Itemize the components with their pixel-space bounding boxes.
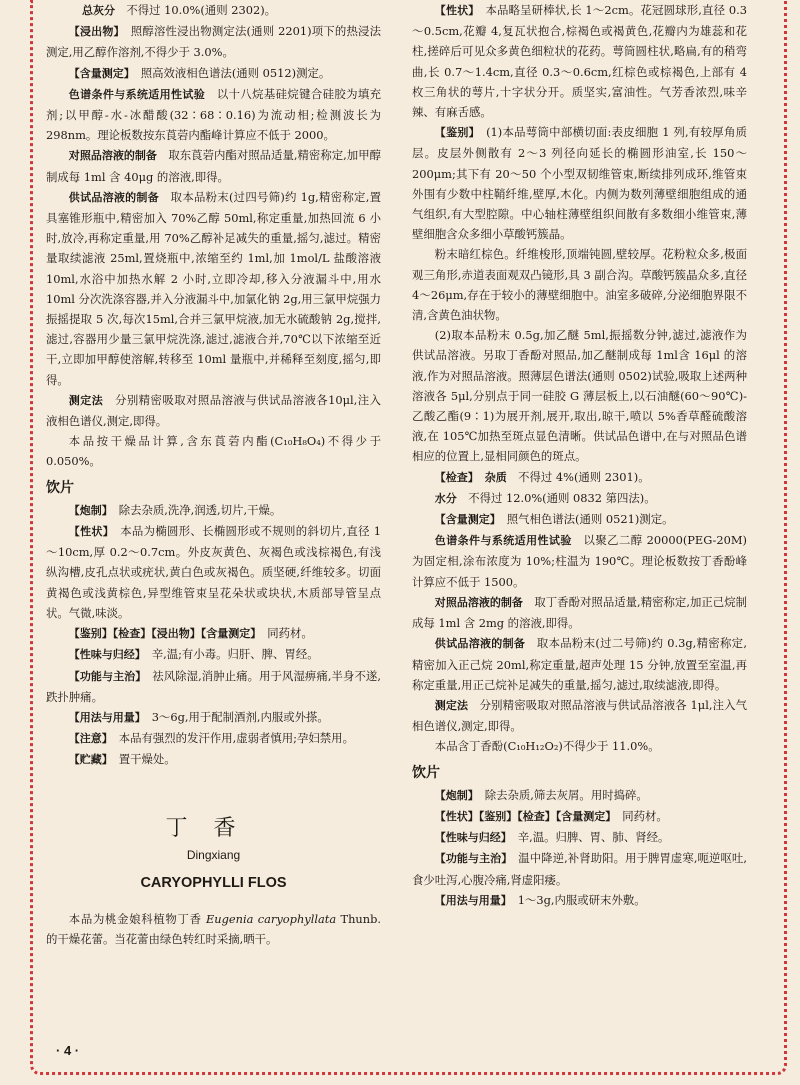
paragraph xyxy=(46,63,381,84)
paragraph xyxy=(46,644,381,665)
section-title-yinpian: 饮片 xyxy=(46,479,74,496)
item-text: 不得过 12.0%(通则 0832 第四法)。 xyxy=(456,490,656,505)
item-heading: 测定法 xyxy=(68,393,104,407)
section-heading: 【含量测定】 xyxy=(68,66,130,80)
item-text: 分别精密吸取对照品溶液与供试品溶液各 1μl,注入气相色谱仪,测定,即得。 xyxy=(412,697,747,734)
section-heading: 【含量测定】 xyxy=(434,513,496,527)
paragraph xyxy=(412,633,747,695)
section-heading: 【用法与用量】 xyxy=(434,893,507,907)
paragraph xyxy=(46,21,381,62)
item-text: 同药材。 xyxy=(610,808,668,823)
item-text: 1～3g,内服或研末外敷。 xyxy=(506,892,646,907)
item-text: 辛,温;有小毒。归肝、脾、胃经。 xyxy=(140,647,319,662)
item-heading: 对照品溶液的制备 xyxy=(68,149,157,163)
item-text: 不得过 10.0%(通则 2302)。 xyxy=(115,3,277,17)
section-heading: 【浸出物】 xyxy=(68,25,120,39)
item-text: 置干燥处。 xyxy=(107,752,176,767)
paragraph xyxy=(46,707,381,728)
monograph-title-pinyin: Dingxiang xyxy=(186,847,241,862)
paragraph xyxy=(412,509,747,530)
paragraph xyxy=(412,848,747,889)
item-heading: 测定法 xyxy=(434,698,469,712)
item-text: 照气相色谱法(通则 0521)测定。 xyxy=(495,512,674,527)
paragraph xyxy=(46,749,381,770)
paragraph xyxy=(412,592,747,633)
section-heading: 【功能与主治】 xyxy=(68,669,141,683)
monograph-title-latin: CARYOPHYLLI FLOS xyxy=(140,874,287,891)
section-heading: 【炮制】 xyxy=(434,788,474,802)
section-title-yinpian: 饮片 xyxy=(412,764,440,781)
paragraph xyxy=(46,390,381,431)
item-text: 本品为椭圆形、长椭圆形或不规则的斜切片,直径 1～10cm,厚 0.2～0.7cm。外皮灰黄色、灰褐色或浅棕褐色,有浅纵沟槽,皮孔点状或疣状,黄白色或灰褐色。质坚硬,纤维较多。切面黄褐色或浅黄棕色,异型维管束呈花朵状或块状,木质部导管呈点状。气微,味淡。 xyxy=(46,524,381,620)
item-text: 本品为桃金娘科植物丁香 xyxy=(68,912,206,927)
item-text: 本品有强烈的发汗作用,虚弱者慎用;孕妇禁用。 xyxy=(107,731,354,746)
paragraph: 本品按干燥品计算,含东莨菪内酯(C₁₀H₈O₄)不得少于 0.050%。 xyxy=(46,434,381,469)
paragraph: (2)取本品粉末 0.5g,加乙醚 5ml,振摇数分钟,滤过,滤液作为供试品溶液。另取丁香酚对照品,加乙醚制成每 1ml含 16μl 的溶液,作为对照品溶液。照薄层色谱法(通则 0502)试验,吸取上述两种溶液各 5μl,分别点于同一硅胶 G 薄层板上,以石油醚(60～90℃)-乙酸乙酯(9∶1)为展开剂,展开,取出,晾干,喷以 5%香草醛硫酸溶液,在 105℃加热至斑点显色清晰。供试品色谱中,在与对照品色谱相应的位置上,显相同颜色的斑点。 xyxy=(412,328,747,464)
section-heading: 【功能与主治】 xyxy=(434,852,507,866)
item-text: 除去杂质,洗净,润透,切片,干燥。 xyxy=(107,502,282,517)
item-text: 同药材。 xyxy=(255,626,313,641)
item-text: Thunb. 的干燥花蕾。当花蕾由绿色转红时采摘,晒干。 xyxy=(46,912,381,947)
section-heading: 【炮制】 xyxy=(68,503,108,517)
item-text: 3～6g,用于配制酒剂,内服或外搽。 xyxy=(140,709,329,724)
paragraph xyxy=(46,728,381,749)
section-heading: 【用法与用量】 xyxy=(68,710,141,724)
section-heading: 【贮藏】 xyxy=(68,753,108,767)
item-text: 取本品粉末(过四号筛)约 1g,精密称定,置具塞锥形瓶中,精密加入 70%乙醇 50ml,称定重量,加热回流 6 小时,放冷,再称定重量,用 70%乙醇补足减失的重量,摇匀,滤过。精密量取续滤液 25ml,置烧瓶中,浓缩至约 1ml,加 1mol/L 盐酸溶液 10ml,水浴中加热水解 2 小时,立即冷却,移入分液漏斗中,用水 10ml 分次洗涤容器,并入分液漏斗中,加氯化钠 2g,用三氯甲烷强力振摇提取 5 次,每次15ml,合并三氯甲烷液,加无水硫酸钠 2g,搅拌,滤过,容器用少量三氯甲烷洗涤,滤过,滤液合并,70℃以下浓缩至近干,立即加甲醇使溶解,转移至 10ml 量瓶中,并稀释至刻度,摇匀,即得。 xyxy=(46,189,381,387)
item-heading: 杂质 xyxy=(484,470,507,484)
section-heading: 【鉴别】 xyxy=(434,126,475,140)
item-text: 取东莨菪内酯对照品适量,精密称定,加甲醇制成每 1ml 含 40μg 的溶液,即得。 xyxy=(46,148,381,184)
paragraph: 本品含丁香酚(C₁₀H₁₂O₂)不得少于 11.0%。 xyxy=(434,739,660,754)
item-heading: 对照品溶液的制备 xyxy=(434,595,523,609)
item-heading: 水分 xyxy=(434,491,457,505)
paragraph xyxy=(46,666,381,707)
section-heading: 【性状】【鉴别】【检查】【含量测定】 xyxy=(434,809,611,823)
right-column xyxy=(412,0,747,911)
item-text: 分别精密吸取对照品溶液与供试品溶液各10μl,注入液相色谱仪,测定,即得。 xyxy=(46,392,381,429)
item-text: 辛,温。归脾、胃、肺、肾经。 xyxy=(506,830,670,845)
paragraph xyxy=(412,530,747,592)
paragraph xyxy=(82,0,381,21)
paragraph xyxy=(412,467,747,488)
paragraph xyxy=(412,695,747,736)
item-text: 祛风除湿,消肿止痛。用于风湿痹痛,半身不遂,跌扑肿痛。 xyxy=(46,668,382,704)
item-heading: 色谱条件与系统适用性试验 xyxy=(68,87,206,101)
paragraph: 粉末暗红棕色。纤维梭形,顶端钝圆,壁较厚。花粉粒众多,极面观三角形,赤道表面观双凸镜形,具 3 副合沟。草酸钙簇晶众多,直径 4～26μm,存在于较小的薄壁细胞中。油室多破碎,分泌细胞界限不清,含黄色油状物。 xyxy=(412,247,747,323)
paragraph xyxy=(412,890,747,911)
paragraph xyxy=(46,521,381,623)
item-text: 除去杂质,筛去灰屑。用时捣碎。 xyxy=(473,787,648,802)
page-number: · 4 · xyxy=(56,1043,80,1058)
item-text: 以十八烷基硅烷键合硅胶为填充剂;以甲醇-水-冰醋酸(32∶68∶0.16)为流动相;检测波长为 298nm。理论板数按东莨菪内酯峰计算应不低于 2000。 xyxy=(46,86,381,143)
paragraph xyxy=(46,623,381,644)
item-heading: 供试品溶液的制备 xyxy=(68,190,159,204)
paragraph xyxy=(412,488,747,509)
paragraph xyxy=(412,0,747,122)
paragraph xyxy=(46,500,381,521)
left-column xyxy=(46,0,381,950)
paragraph xyxy=(412,806,747,827)
monograph-title-chinese: 丁香 xyxy=(165,815,262,841)
paragraph xyxy=(412,785,747,806)
item-text: 照高效液相色谱法(通则 0512)测定。 xyxy=(129,65,331,80)
section-heading: 【性味与归经】 xyxy=(434,831,507,845)
item-heading: 供试品溶液的制备 xyxy=(434,637,526,651)
paragraph xyxy=(46,909,381,949)
item-text: 照醇溶性浸出物测定法(通则 2201)项下的热浸法测定,用乙醇作溶剂,不得少于 3.0%。 xyxy=(46,24,382,60)
item-text: 取丁香酚对照品适量,精密称定,加正己烷制成每 1ml 含 2mg 的溶液,即得。 xyxy=(412,594,747,631)
latin-name: Eugenia caryophyllata xyxy=(205,912,337,927)
paragraph xyxy=(412,122,747,244)
paragraph xyxy=(46,187,381,390)
item-heading: 色谱条件与系统适用性试验 xyxy=(434,534,572,548)
item-text: 温中降逆,补肾助阳。用于脾胃虚寒,呃逆呕吐,食少吐泻,心腹冷痛,肾虚阳痿。 xyxy=(412,851,748,887)
item-heading: 总灰分 xyxy=(82,4,115,17)
section-heading: 【鉴别】【检查】【浸出物】【含量测定】 xyxy=(68,627,256,641)
paragraph xyxy=(46,84,381,146)
paragraph xyxy=(412,827,747,848)
paragraph xyxy=(46,145,381,186)
item-text: 不得过 4%(通则 2301)。 xyxy=(506,469,650,484)
item-text: 取本品粉末(过二号筛)约 0.3g,精密称定,精密加入正己烷 20ml,称定重量,超声处理 15 分钟,放置至室温,再称定重量,用正己烷补足减失的重量,摇匀,滤过,取续滤液,即得。 xyxy=(412,636,747,692)
section-heading: 【检查】 xyxy=(434,470,474,484)
item-text: 本品略呈研棒状,长 1～2cm。花冠圆球形,直径 0.3～0.5cm,花瓣 4,复瓦状抱合,棕褐色或褐黄色,花瓣内为雄蕊和花柱,搓碎后可见众多黄色细粒状的花药。萼筒圆柱状,略扁,有的稍弯曲,长 0.7～1.4cm,直径 0.3～0.6cm,红棕色或棕褐色,上部有 4 枚三角状的萼片,十字状分开。质坚实,富油性。气芳香浓烈,味辛辣、有麻舌感。 xyxy=(412,3,748,120)
item-text: 以聚乙二醇 20000(PEG-20M)为固定相,涂布浓度为 10%;柱温为 190℃。理论板数按丁香酚峰计算应不低于 1500。 xyxy=(412,533,747,589)
section-heading: 【性状】 xyxy=(68,525,109,539)
section-heading: 【性味与归经】 xyxy=(68,648,141,662)
section-heading: 【性状】 xyxy=(434,4,474,17)
item-text: (1)本品萼筒中部横切面:表皮细胞 1 列,有较厚角质层。皮层外侧散有 2～3 列径向延长的椭圆形油室,长 150～200μm;其下有 20～50 个小型双韧维管束,断续排列成环,维管束外围有少数中柱鞘纤维,壁厚,木化。内侧为数列薄壁细胞组成的通气组织,有大型腔隙。中心轴柱薄壁组织间散有多数细小维管束,薄壁细胞含众多细小草酸钙簇晶。 xyxy=(412,125,748,242)
section-heading: 【注意】 xyxy=(68,732,108,746)
